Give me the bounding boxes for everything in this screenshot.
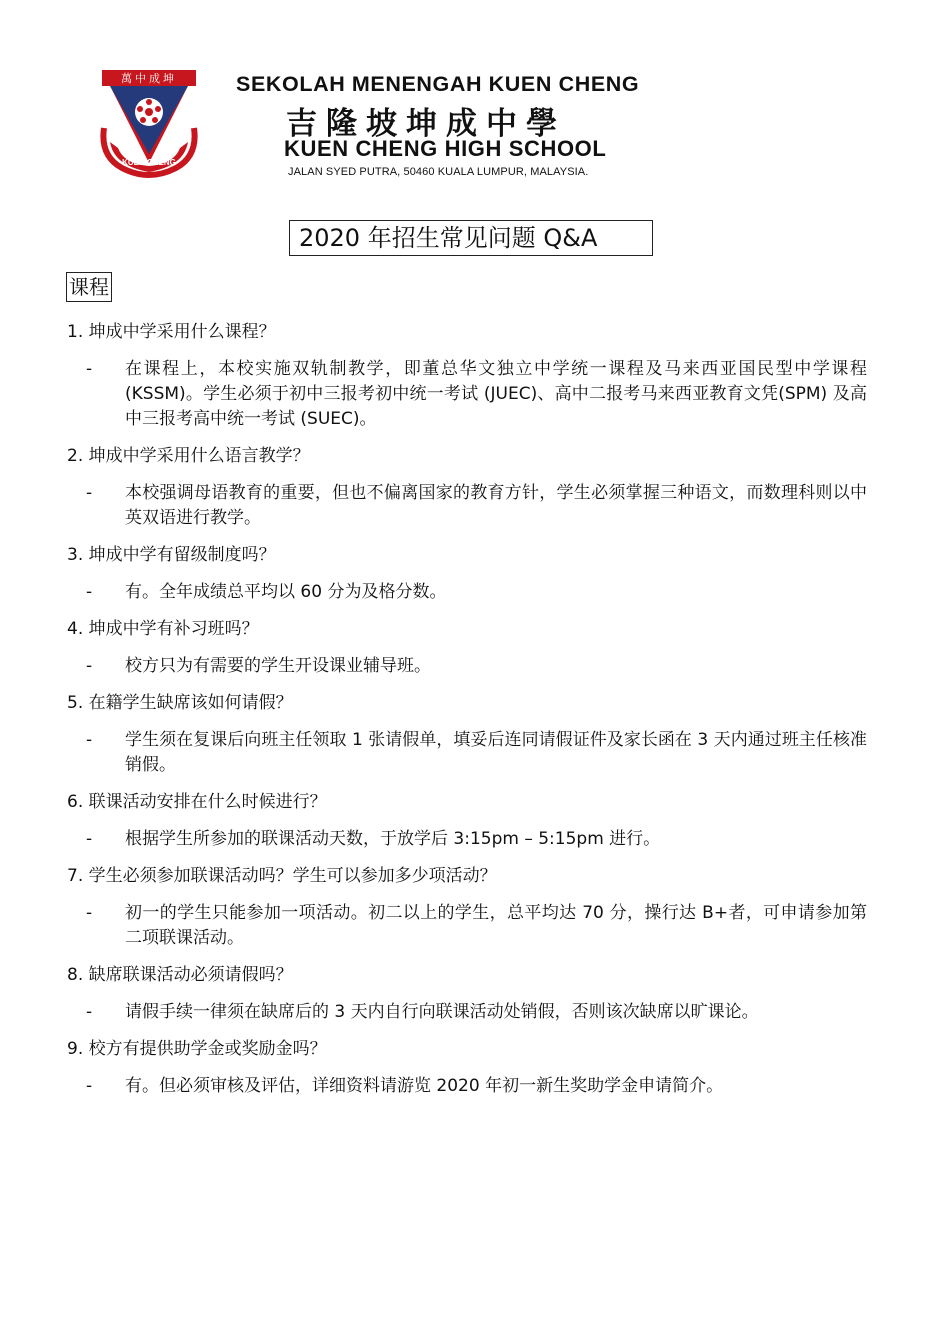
letterhead	[100, 68, 700, 183]
qa-item	[67, 1037, 867, 1099]
answer	[67, 580, 867, 605]
answer-text: 校方只为有需要的学生开设课业辅导班。	[125, 656, 431, 676]
school-name-malay: SEKOLAH MENENGAH KUEN CHENG	[236, 72, 640, 96]
answer-text: 有。但必须审核及评估，详细资料请游览 2020 年初一新生奖助学金申请简介。	[125, 1076, 724, 1096]
answer	[67, 357, 867, 432]
answer	[67, 1074, 867, 1099]
answer	[67, 901, 867, 951]
school-address: JALAN SYED PUTRA, 50460 KUALA LUMPUR, MALAYSIA.	[288, 166, 589, 178]
answer-text: 有。全年成绩总平均以 60 分为及格分数。	[125, 582, 447, 602]
answer-bullet: -	[86, 483, 93, 503]
answer-bullet: -	[86, 829, 93, 849]
answer	[67, 1000, 867, 1025]
question: 9. 校方有提供助学金或奖励金吗？	[67, 1039, 327, 1059]
crest-top-text: 萬中成坤	[121, 72, 177, 85]
answer	[67, 827, 867, 852]
qa-item	[67, 444, 867, 531]
school-name-chinese: 吉隆坡坤成中學	[286, 106, 566, 142]
question: 3. 坤成中学有留级制度吗？	[67, 545, 276, 565]
question: 1. 坤成中学采用什么课程？	[67, 322, 276, 342]
qa-item	[67, 691, 867, 778]
qa-item	[67, 320, 867, 432]
qa-item	[67, 543, 867, 605]
question: 6. 联课活动安排在什么时候进行？	[67, 792, 327, 812]
school-name-english: KUEN CHENG HIGH SCHOOL	[284, 136, 607, 161]
answer-bullet: -	[86, 582, 93, 602]
answer-bullet: -	[86, 1002, 93, 1022]
school-crest-logo	[100, 68, 198, 180]
document-title: 2020 年招生常见问题 Q&A	[289, 220, 653, 256]
answer-text: 请假手续一律须在缺席后的 3 天内自行向联课活动处销假，否则该次缺席以旷课论。	[125, 1002, 759, 1022]
answer-text: 根据学生所参加的联课活动天数，于放学后 3:15pm – 5:15pm 进行。	[125, 829, 661, 849]
question: 7. 学生必须参加联课活动吗？学生可以参加多少项活动？	[67, 866, 497, 886]
answer-text: 初一的学生只能参加一项活动。初二以上的学生，总平均达 70 分，操行达 B+者，可申请参加第二项联课活动。	[125, 903, 867, 948]
question: 2. 坤成中学采用什么语言教学？	[67, 446, 310, 466]
answer-bullet: -	[86, 359, 93, 379]
answer-text: 在课程上，本校实施双轨制教学，即董总华文独立中学统一课程及马来西亚国民型中学课程(KSSM)。学生必须于初中三报考初中统一考试 (JUEC)、高中二报考马来西亚教育文凭(SPM) 及高中三报考高中统一考试 (SUEC)。	[125, 359, 867, 429]
question: 5. 在籍学生缺席该如何请假？	[67, 693, 293, 713]
crest-bottom-text: KUEN CHENG	[122, 158, 176, 167]
qa-list	[67, 320, 867, 1111]
qa-item	[67, 963, 867, 1025]
section-heading: 课程	[66, 272, 112, 302]
answer-bullet: -	[86, 1076, 93, 1096]
qa-item	[67, 617, 867, 679]
qa-item	[67, 864, 867, 951]
qa-item	[67, 790, 867, 852]
answer-text: 本校强调母语教育的重要，但也不偏离国家的教育方针，学生必须掌握三种语文，而数理科则以中英双语进行教学。	[125, 483, 867, 528]
answer	[67, 654, 867, 679]
answer-bullet: -	[86, 903, 93, 923]
answer	[67, 481, 867, 531]
question: 8. 缺席联课活动必须请假吗？	[67, 965, 293, 985]
answer-bullet: -	[86, 730, 93, 750]
answer-text: 学生须在复课后向班主任领取 1 张请假单，填妥后连同请假证件及家长函在 3 天内通过班主任核准销假。	[125, 730, 867, 775]
answer-bullet: -	[86, 656, 93, 676]
question: 4. 坤成中学有补习班吗？	[67, 619, 259, 639]
answer	[67, 728, 867, 778]
